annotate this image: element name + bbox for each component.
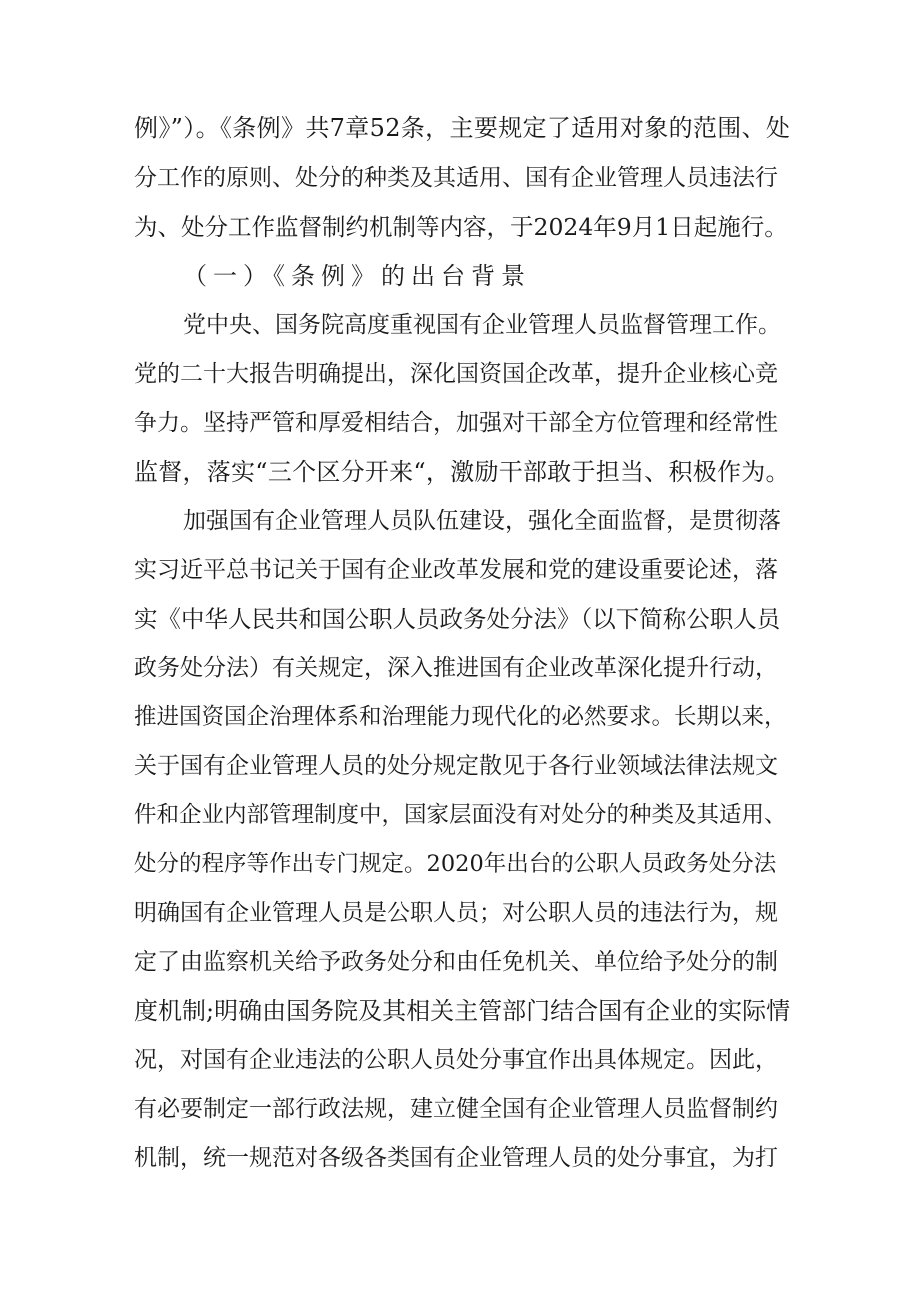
body-text-line: 况，对国有企业违法的公职人员处分事宜作出具体规定。因此，	[134, 1047, 778, 1073]
body-text-line: 有必要制定一部行政法规，建立健全国有企业管理人员监督制约	[134, 1096, 778, 1122]
body-text-line: 关于国有企业管理人员的处分规定散见于各行业领域法律法规文	[134, 753, 778, 779]
body-text-line: 为、处分工作监督制约机制等内容，于2024年9月1日起施行。	[134, 213, 788, 241]
body-text-line: 明确国有企业管理人员是公职人员；对公职人员的违法行为，规	[134, 900, 778, 926]
section-heading: （一）《条例》的出台背景	[183, 262, 531, 290]
body-text-line: 监督，落实“三个区分开来“，激励干部敢于担当、积极作为。	[134, 458, 790, 486]
body-text-line: 定了由监察机关给予政务处分和由任免机关、单位给予处分的制	[134, 949, 778, 975]
body-text-line: 度机制;明确由国务院及其相关主管部门结合国有企业的实际情	[134, 997, 791, 1025]
body-text-line: 推进国资国企治理体系和治理能力现代化的必然要求。长期以来，	[134, 704, 787, 730]
body-text-line: 政务处分法）有关规定，深入推进国有企业改革深化提升行动，	[134, 655, 778, 681]
body-text-line: 机制，统一规范对各级各类国有企业管理人员的处分事宜，为打	[134, 1145, 778, 1171]
body-text-line: 实《中华人民共和国公职人员政务处分法》（以下简称公职人员	[134, 605, 781, 633]
body-text-line: 处分的程序等作出专门规定。2020年出台的公职人员政务处分法	[134, 851, 777, 877]
paragraph-first-line: 加强国有企业管理人员队伍建设，强化全面监督，是贯彻落	[183, 508, 781, 534]
body-text-line: 分工作的原则、处分的种类及其适用、国有企业管理人员违法行	[134, 165, 778, 191]
paragraph-first-line: 党中央、国务院高度重视国有企业管理人员监督管理工作。	[183, 312, 781, 338]
body-text-line: 件和企业内部管理制度中，国家层面没有对处分的种类及其适用、	[134, 802, 787, 828]
body-text-line: 争力。坚持严管和厚爱相结合，加强对干部全方位管理和经常性	[134, 410, 778, 436]
body-text-line: 例》”）。《条例》共7章52条，主要规定了适用对象的范围、处	[134, 114, 791, 142]
body-text-line: 党的二十大报告明确提出，深化国资国企改革，提升企业核心竞	[134, 361, 778, 387]
body-text-line: 实习近平总书记关于国有企业改革发展和党的建设重要论述，落	[134, 557, 778, 583]
